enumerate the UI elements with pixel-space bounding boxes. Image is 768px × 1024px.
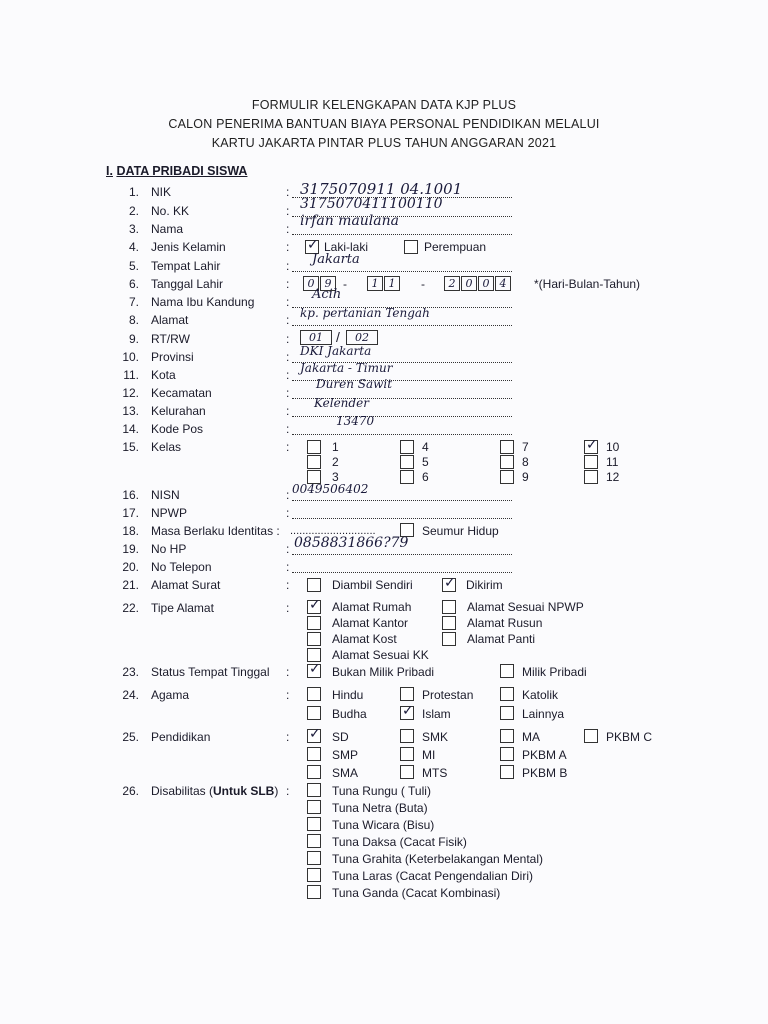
kk-value[interactable]: 3175070411100110 <box>300 196 443 212</box>
colon: : <box>286 601 290 615</box>
alamat-line <box>292 325 512 326</box>
form-title-line2: CALON PENERIMA BANTUAN BIAYA PERSONAL PENDIDIKAN MELALUI <box>168 117 600 131</box>
year-digit-4[interactable]: 4 <box>495 276 511 291</box>
colon: : <box>286 240 290 254</box>
checkbox-kelas-9[interactable] <box>500 470 514 484</box>
label-agama: Agama <box>151 688 190 702</box>
form-title-line3: KARTU JAKARTA PINTAR PLUS TAHUN ANGGARAN 2021 <box>211 136 557 150</box>
option-sma: SMA <box>332 766 359 780</box>
nama-value[interactable]: irfan maulana <box>300 213 399 229</box>
row-number: 11. <box>123 368 139 382</box>
row-number: 6. <box>128 277 139 291</box>
colon: : <box>286 578 290 592</box>
colon: : <box>286 542 290 556</box>
checkbox-mi[interactable] <box>400 747 414 761</box>
checkbox-diambil-sendiri[interactable] <box>307 578 321 592</box>
colon: : <box>286 506 290 520</box>
label-disabilitas-text: Disabilitas ( <box>151 784 214 798</box>
checkbox-alamat-rumah[interactable] <box>307 597 321 614</box>
row-number: 15. <box>122 440 139 454</box>
checkbox-ma[interactable] <box>500 729 514 743</box>
checkbox-perempuan[interactable] <box>404 240 418 254</box>
nisn-line <box>292 500 512 501</box>
colon: : <box>286 422 290 436</box>
option-pkbm-c: PKBM C <box>606 730 653 744</box>
form-title-line1: FORMULIR KELENGKAPAN DATA KJP PLUS <box>251 98 517 112</box>
option-pkbm-a: PKBM A <box>522 748 567 762</box>
option-alamat-sesuai-npwp: Alamat Sesuai NPWP <box>467 600 584 614</box>
label-untuk-slb: Untuk SLB <box>213 784 275 798</box>
option-kelas-7: 7 <box>522 440 529 454</box>
colon: : <box>286 560 290 574</box>
check-mark-icon: ✓ <box>586 437 598 453</box>
row-number: 25. <box>122 730 139 744</box>
no-hp-line <box>292 554 512 555</box>
colon: : <box>286 784 290 798</box>
option-kelas-4: 4 <box>422 440 429 454</box>
alamat-value[interactable]: kp. pertanian Tengah <box>300 306 430 320</box>
option-kelas-10: 10 <box>606 440 620 454</box>
label-nisn: NISN <box>151 488 180 502</box>
checkbox-islam[interactable] <box>400 703 414 720</box>
kode-pos-line <box>292 434 512 435</box>
option-sd: SD <box>332 730 349 744</box>
checkbox-alamat-rusun[interactable] <box>442 616 456 630</box>
checkbox-dikirim[interactable] <box>442 575 456 592</box>
option-katolik: Katolik <box>522 688 559 702</box>
checkbox-sd[interactable] <box>307 726 321 743</box>
option-tuna-grahita: Tuna Grahita (Keterbelakangan Mental) <box>332 852 544 866</box>
option-smp: SMP <box>332 748 359 762</box>
option-alamat-sesuai-kk: Alamat Sesuai KK <box>332 648 429 662</box>
row-number: 20. <box>122 560 139 574</box>
option-kelas-1: 1 <box>332 440 339 454</box>
option-alamat-rumah: Alamat Rumah <box>332 600 412 614</box>
label-kecamatan: Kecamatan <box>151 386 212 400</box>
checkbox-alamat-sesuai-kk[interactable] <box>307 648 321 662</box>
row-number: 17. <box>122 506 139 520</box>
row-number: 2. <box>128 204 139 218</box>
colon: : <box>286 488 290 502</box>
option-diambil-sendiri: Diambil Sendiri <box>332 578 413 592</box>
kelurahan-line <box>292 416 512 417</box>
checkbox-kelas-5[interactable] <box>400 455 414 469</box>
nisn-value[interactable]: 0049506402 <box>292 482 369 496</box>
option-kelas-2: 2 <box>332 455 339 469</box>
checkbox-alamat-kantor[interactable] <box>307 616 321 630</box>
month-digit-1[interactable]: 1 <box>367 276 383 291</box>
label-provinsi: Provinsi <box>151 350 194 364</box>
checkbox-kelas-8[interactable] <box>500 455 514 469</box>
kota-value[interactable]: Jakarta - Timur <box>300 361 393 375</box>
label-alamat-surat: Alamat Surat <box>151 578 221 592</box>
tempat-lahir-line <box>292 271 512 272</box>
option-pkbm-b: PKBM B <box>522 766 568 780</box>
option-kelas-8: 8 <box>522 455 529 469</box>
option-kelas-6: 6 <box>422 470 429 484</box>
section-number: I. <box>106 164 113 178</box>
rw-box[interactable]: 02 <box>346 330 378 345</box>
checkbox-milik-pribadi[interactable] <box>500 664 514 678</box>
option-ma: MA <box>522 730 540 744</box>
label-tanggal-lahir: Tanggal Lahir <box>151 277 224 291</box>
label-no-hp: No HP <box>151 542 187 556</box>
option-perempuan: Perempuan <box>424 240 487 254</box>
row-number: 1. <box>128 185 139 199</box>
colon: : <box>286 295 290 309</box>
provinsi-value[interactable]: DKI Jakarta <box>300 344 372 358</box>
row-number: 8. <box>128 313 139 327</box>
checkbox-kelas-1[interactable] <box>307 440 321 454</box>
npwp-line[interactable] <box>292 518 512 519</box>
row-number: 14. <box>122 422 139 436</box>
checkbox-kelas-6[interactable] <box>400 470 414 484</box>
colon: : <box>286 313 290 327</box>
row-number: 10. <box>122 350 139 364</box>
row-number: 7. <box>128 295 139 309</box>
checkbox-tuna-netra[interactable] <box>307 800 321 814</box>
option-mts: MTS <box>422 766 448 780</box>
year-digit-3[interactable]: 0 <box>478 276 494 291</box>
row-number: 9. <box>128 332 139 346</box>
checkbox-kelas-4[interactable] <box>400 440 414 454</box>
section-heading <box>106 164 247 178</box>
checkbox-lainnya[interactable] <box>500 706 514 720</box>
checkbox-tuna-laras[interactable] <box>307 868 321 882</box>
date-format-hint: *(Hari-Bulan-Tahun) <box>534 277 641 291</box>
row-number: 24. <box>122 688 139 702</box>
label-no-telepon: No Telepon <box>151 560 212 574</box>
label-masa-berlaku: Masa Berlaku Identitas : <box>151 524 280 538</box>
label-alamat: Alamat <box>151 313 189 327</box>
label-nik: NIK <box>151 185 172 199</box>
check-mark-icon: ✓ <box>309 597 321 613</box>
option-kelas-11: 11 <box>606 455 619 469</box>
label-kelurahan: Kelurahan <box>151 404 206 418</box>
rt-box[interactable]: 01 <box>300 330 332 345</box>
checkbox-alamat-sesuai-npwp[interactable] <box>442 600 456 614</box>
check-mark-icon: ✓ <box>309 661 321 677</box>
colon: : <box>286 665 290 679</box>
checkbox-pkbm-c[interactable] <box>584 729 598 743</box>
option-milik-pribadi: Milik Pribadi <box>522 665 587 679</box>
checkbox-tuna-grahita[interactable] <box>307 851 321 865</box>
check-mark-icon: ✓ <box>444 575 456 591</box>
option-tuna-wicara: Tuna Wicara (Bisu) <box>332 818 435 832</box>
row-number: 12. <box>122 386 139 400</box>
tempat-lahir-value[interactable]: Jakarta <box>312 252 360 267</box>
row-number: 3. <box>128 222 139 236</box>
option-hindu: Hindu <box>332 688 364 702</box>
option-bukan-milik-pribadi: Bukan Milik Pribadi <box>332 665 435 679</box>
label-kode-pos: Kode Pos <box>151 422 204 436</box>
option-dikirim: Dikirim <box>466 578 503 592</box>
option-tuna-netra: Tuna Netra (Buta) <box>332 801 428 815</box>
month-digit-2[interactable]: 1 <box>384 276 400 291</box>
option-alamat-kantor: Alamat Kantor <box>332 616 409 630</box>
checkbox-tuna-wicara[interactable] <box>307 817 321 831</box>
label-tempat-lahir: Tempat Lahir <box>151 259 221 273</box>
checkbox-kelas-10[interactable] <box>584 437 598 454</box>
date-separator: - <box>421 277 425 291</box>
label-nama: Nama <box>151 222 184 236</box>
colon: : <box>286 350 290 364</box>
check-mark-icon: ✓ <box>402 703 414 719</box>
label-npwp: NPWP <box>151 506 187 520</box>
checkbox-tuna-daksa[interactable] <box>307 834 321 848</box>
checkbox-kelas-12[interactable] <box>584 470 598 484</box>
checkbox-kelas-11[interactable] <box>584 455 598 469</box>
checkbox-kelas-7[interactable] <box>500 440 514 454</box>
option-protestan: Protestan <box>422 688 474 702</box>
rt-rw-slash: / <box>336 329 340 345</box>
ibu-value[interactable]: Acih <box>312 287 342 302</box>
checkbox-budha[interactable] <box>307 706 321 720</box>
row-number: 4. <box>128 240 139 254</box>
option-laki-laki: Laki-laki <box>324 240 369 254</box>
row-number: 23. <box>122 665 139 679</box>
checkbox-pkbm-a[interactable] <box>500 747 514 761</box>
kelurahan-value[interactable]: Kelender <box>314 396 369 410</box>
option-smk: SMK <box>422 730 449 744</box>
label-disabilitas-close: ) <box>274 784 279 798</box>
row-number: 16. <box>122 488 139 502</box>
nama-line <box>292 234 512 235</box>
option-alamat-panti: Alamat Panti <box>467 632 536 646</box>
checkbox-protestan[interactable] <box>400 687 414 701</box>
option-tuna-ganda: Tuna Ganda (Cacat Kombinasi) <box>332 886 501 900</box>
checkbox-katolik[interactable] <box>500 687 514 701</box>
label-pendidikan: Pendidikan <box>151 730 211 744</box>
checkbox-sma[interactable] <box>307 765 321 779</box>
option-lainnya: Lainnya <box>522 707 565 721</box>
checkbox-alamat-panti[interactable] <box>442 632 456 646</box>
option-tuna-daksa: Tuna Daksa (Cacat Fisik) <box>332 835 467 849</box>
label-kelas: Kelas <box>151 440 182 454</box>
label-kk: No. KK <box>151 204 190 218</box>
label-rt-rw: RT/RW <box>151 332 190 346</box>
no-telepon-line[interactable] <box>292 572 512 573</box>
label-status-tempat-tinggal: Status Tempat Tinggal <box>151 665 270 679</box>
colon: : <box>286 404 290 418</box>
option-kelas-12: 12 <box>606 470 620 484</box>
year-digit-1[interactable]: 2 <box>444 276 460 291</box>
checkbox-mts[interactable] <box>400 765 414 779</box>
day-digit-2[interactable]: 9 <box>320 276 336 291</box>
colon: : <box>286 204 290 218</box>
colon: : <box>286 730 290 744</box>
option-alamat-rusun: Alamat Rusun <box>467 616 543 630</box>
label-kota: Kota <box>151 368 176 382</box>
label-ibu-kandung: Nama Ibu Kandung <box>151 295 255 309</box>
option-budha: Budha <box>332 707 367 721</box>
option-tuna-rungu: Tuna Rungu ( Tuli) <box>332 784 431 798</box>
checkbox-tuna-rungu[interactable] <box>307 783 321 797</box>
colon: : <box>286 386 290 400</box>
colon: : <box>286 185 290 199</box>
colon: : <box>286 368 290 382</box>
checkbox-bukan-milik-pribadi[interactable] <box>307 661 321 678</box>
checkbox-hindu[interactable] <box>307 687 321 701</box>
masa-berlaku-dots[interactable]: ............................ <box>290 525 376 537</box>
row-number: 5. <box>128 259 139 273</box>
row-number: 21. <box>122 578 139 592</box>
option-kelas-9: 9 <box>522 470 529 484</box>
no-hp-value[interactable]: 0858831866?79 <box>294 535 409 551</box>
checkbox-smp[interactable] <box>307 747 321 761</box>
nik-value[interactable]: 3175070911 04.1001 <box>300 180 463 198</box>
kode-pos-value[interactable]: 13470 <box>336 414 375 428</box>
row-number: 18. <box>122 524 139 538</box>
option-kelas-5: 5 <box>422 455 429 469</box>
colon: : <box>286 259 290 273</box>
kecamatan-value[interactable]: Duren Sawit <box>316 377 393 391</box>
row-number: 13. <box>122 404 139 418</box>
option-kelas-3: 3 <box>332 470 339 484</box>
option-islam: Islam <box>422 707 451 721</box>
option-mi: MI <box>422 748 436 762</box>
year-digit-2[interactable]: 0 <box>461 276 477 291</box>
option-alamat-kost: Alamat Kost <box>332 632 397 646</box>
label-tipe-alamat: Tipe Alamat <box>151 601 214 615</box>
colon: : <box>286 688 290 702</box>
colon: : <box>286 332 290 346</box>
check-mark-icon: ✓ <box>309 726 321 742</box>
label-jenis-kelamin: Jenis Kelamin <box>151 240 226 254</box>
option-tuna-laras: Tuna Laras (Cacat Pengendalian Diri) <box>332 869 533 883</box>
row-number: 26. <box>122 784 139 798</box>
colon: : <box>286 222 290 236</box>
checkbox-kelas-2[interactable] <box>307 455 321 469</box>
checkbox-alamat-kost[interactable] <box>307 632 321 646</box>
row-number: 22. <box>122 601 139 615</box>
date-separator: - <box>343 277 347 291</box>
day-digit-1[interactable]: 0 <box>303 276 319 291</box>
row-number: 19. <box>122 542 139 556</box>
colon: : <box>286 277 290 291</box>
checkbox-pkbm-b[interactable] <box>500 765 514 779</box>
checkbox-smk[interactable] <box>400 729 414 743</box>
section-title: DATA PRIBADI SISWA <box>116 164 248 178</box>
colon: : <box>286 440 290 454</box>
check-mark-icon: ✓ <box>307 237 319 253</box>
option-seumur-hidup: Seumur Hidup <box>422 524 499 538</box>
label-disabilitas <box>151 784 278 798</box>
checkbox-tuna-ganda[interactable] <box>307 885 321 899</box>
